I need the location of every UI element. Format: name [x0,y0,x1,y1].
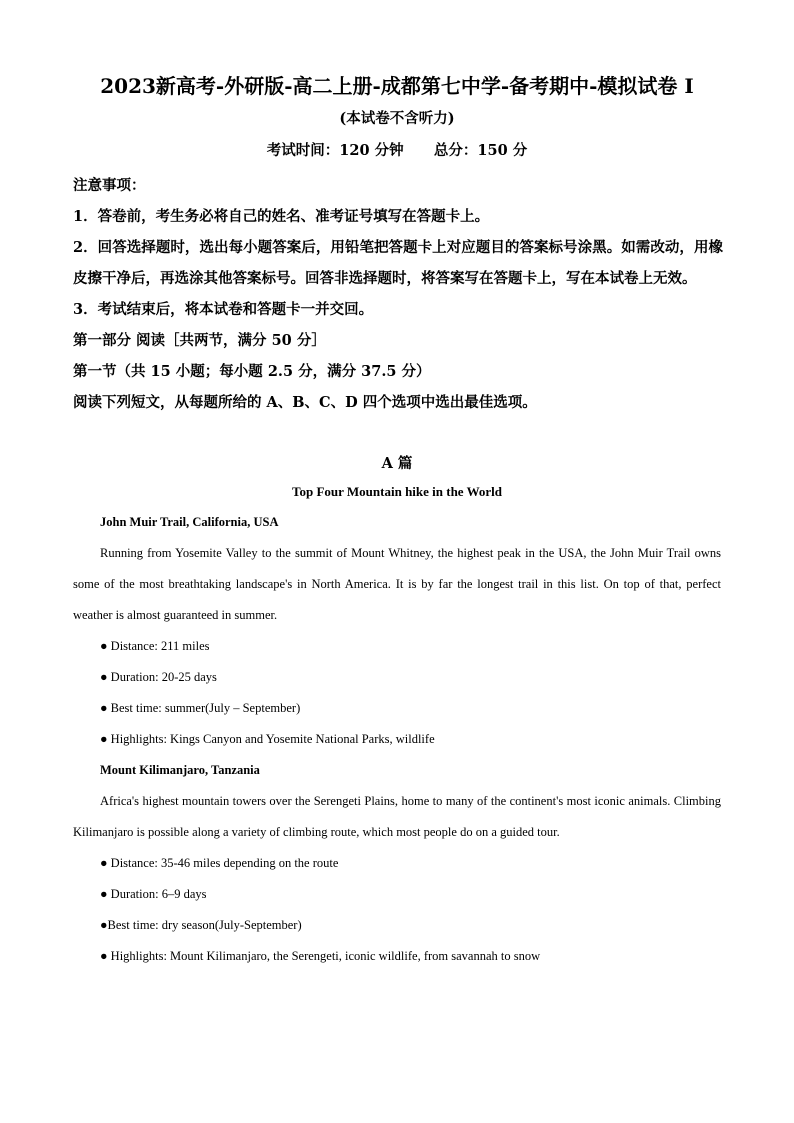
passage-body [73,507,721,972]
trail-description: Africa's highest mountain towers over the Serengeti Plains, home to many of the continent's most iconic animals. Climbing Kilimanjaro is possible along a variety of climbing route, which most people do on a guided tour. [73,794,721,839]
notes-item-2: 2．回答选择题时，选出每小题答案后，用铅笔把答题卡上对应题目的答案标号涂黑。如需改动，用橡皮擦干净后，再选涂其他答案标号。回答非选择题时，将答案写在答题卡上，写在本试卷上无效。 [73,239,723,287]
exam-time-and-score: 考试时间：120 分钟 总分：150 分 [266,142,528,159]
trail-best-time: ● Best time: summer(July – September) [100,701,301,715]
exam-subtitle: (本试卷不含听力) [339,110,455,127]
trail-highlights: ● Highlights: Kings Canyon and Yosemite National Parks, wildlife [100,732,435,746]
instructions-block [73,170,723,418]
trail-heading: John Muir Trail, California, USA [100,515,279,529]
notes-item-3: 3．考试结束后，将本试卷和答题卡一并交回。 [73,301,374,318]
reading-instruction: 阅读下列短文，从每题所给的 A、B、C、D 四个选项中选出最佳选项。 [73,394,537,411]
notes-heading: 注意事项： [73,177,146,194]
part-one-heading: 第一部分 阅读［共两节，满分 50 分］ [73,332,326,349]
trail-distance: ● Distance: 35-46 miles depending on the route [100,856,339,870]
trail-description: Running from Yosemite Valley to the summit of Mount Whitney, the highest peak in the USA, the John Muir Trail owns some of the most breathtaking landscape's in North America. It is by far the longest trail in this list. On top of that, perfect weather is almost guaranteed in summer. [73,546,721,622]
trail-duration: ● Duration: 6–9 days [100,887,207,901]
trail-highlights: ● Highlights: Mount Kilimanjaro, the Serengeti, iconic wildlife, from savannah to snow [100,949,541,963]
section-one-heading: 第一节（共 15 小题；每小题 2.5 分，满分 37.5 分） [73,363,431,380]
trail-duration: ● Duration: 20-25 days [100,670,217,684]
passage-title: Top Four Mountain hike in the World [292,484,502,499]
exam-title: 2023新高考-外研版-高二上册-成都第七中学-备考期中-模拟试卷 I [100,74,694,98]
notes-item-1: 1．答卷前，考生务必将自己的姓名、准考证号填写在答题卡上。 [73,208,490,225]
passage-section-label: A 篇 [381,455,413,472]
trail-heading: Mount Kilimanjaro, Tanzania [100,763,260,777]
trail-distance: ● Distance: 211 miles [100,639,210,653]
trail-best-time: ●Best time: dry season(July-September) [100,918,302,932]
